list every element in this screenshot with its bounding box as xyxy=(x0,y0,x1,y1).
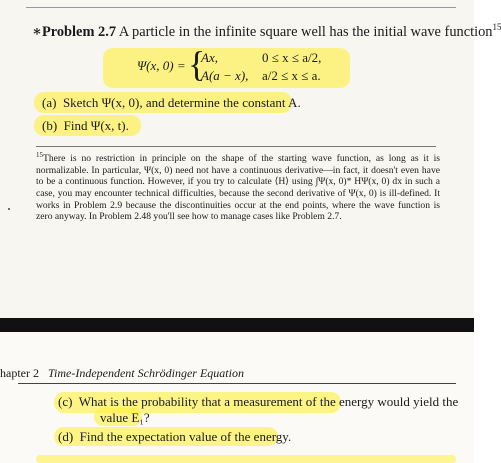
equation-brace: { xyxy=(188,44,206,84)
equation-row-1-cond: 0 ≤ x ≤ a/2, xyxy=(262,50,322,65)
chapter-title: Time-Independent Schrödinger Equation xyxy=(47,366,244,380)
margin-dot xyxy=(8,208,10,210)
part-b-label: (b) xyxy=(42,118,58,133)
chapter-header xyxy=(0,366,244,381)
part-c-line-2: value E₁? xyxy=(100,410,150,425)
top-rule xyxy=(26,7,456,8)
part-a xyxy=(42,95,301,111)
footnote-number: 15 xyxy=(36,151,43,159)
footnote-marker: 15 xyxy=(492,22,501,32)
equation-lhs: Ψ(x, 0) = xyxy=(137,58,186,73)
equation-row-2 xyxy=(201,68,248,84)
chapter-number: hapter 2 xyxy=(0,366,39,380)
part-d-label: (d) xyxy=(58,429,74,444)
equation-row-1-expr: Ax, xyxy=(201,50,218,65)
footnote-rule xyxy=(36,146,436,147)
problem-statement xyxy=(32,18,501,41)
part-c xyxy=(58,394,458,410)
equation-row-1 xyxy=(201,50,218,66)
part-d xyxy=(58,429,291,445)
part-c-label: (c) xyxy=(58,394,73,409)
equation-row-2-cond: a/2 ≤ x ≤ a. xyxy=(262,68,321,83)
part-b-text: Find Ψ(x, t). xyxy=(63,118,129,133)
part-d-text: Find the expectation value of the energy. xyxy=(79,429,292,444)
part-c-line-1: What is the probability that a measurement of the energy would yield the xyxy=(78,394,459,409)
equation-row-2-expr: A(a − x), xyxy=(201,68,249,83)
header-rule xyxy=(18,383,456,384)
footnote xyxy=(36,150,440,223)
problem-text: A particle in the infinite square well has the initial wave function xyxy=(116,23,493,40)
bottom-highlight xyxy=(36,455,456,463)
footnote-text: There is no restriction in principle on the shape of the starting wave function, as long as it is normalizable. In particular, Ψ(x, 0) need not have a continuous derivative—in fact, it doesn't even have to be a continuous function. However, if you try to calculate ⟨H⟩ using ∫Ψ(x, 0)* HΨ(x, 0) dx in such a case, you may encounter technical difficulties, because the second derivative of Ψ(x, 0) is ill-defined. It works in Problem 2.9 because the discontinuities occur at the end points, where the wave function is zero anyway. In Problem 2.48 you'll see how to manage cases like Problem 2.7. xyxy=(36,153,440,223)
part-a-text: Sketch Ψ(x, 0), and determine the constant A. xyxy=(62,95,301,110)
part-b xyxy=(42,118,129,134)
problem-number: ∗Problem 2.7 xyxy=(32,23,117,40)
page-gap xyxy=(0,318,474,332)
part-a-label: (a) xyxy=(42,95,57,110)
